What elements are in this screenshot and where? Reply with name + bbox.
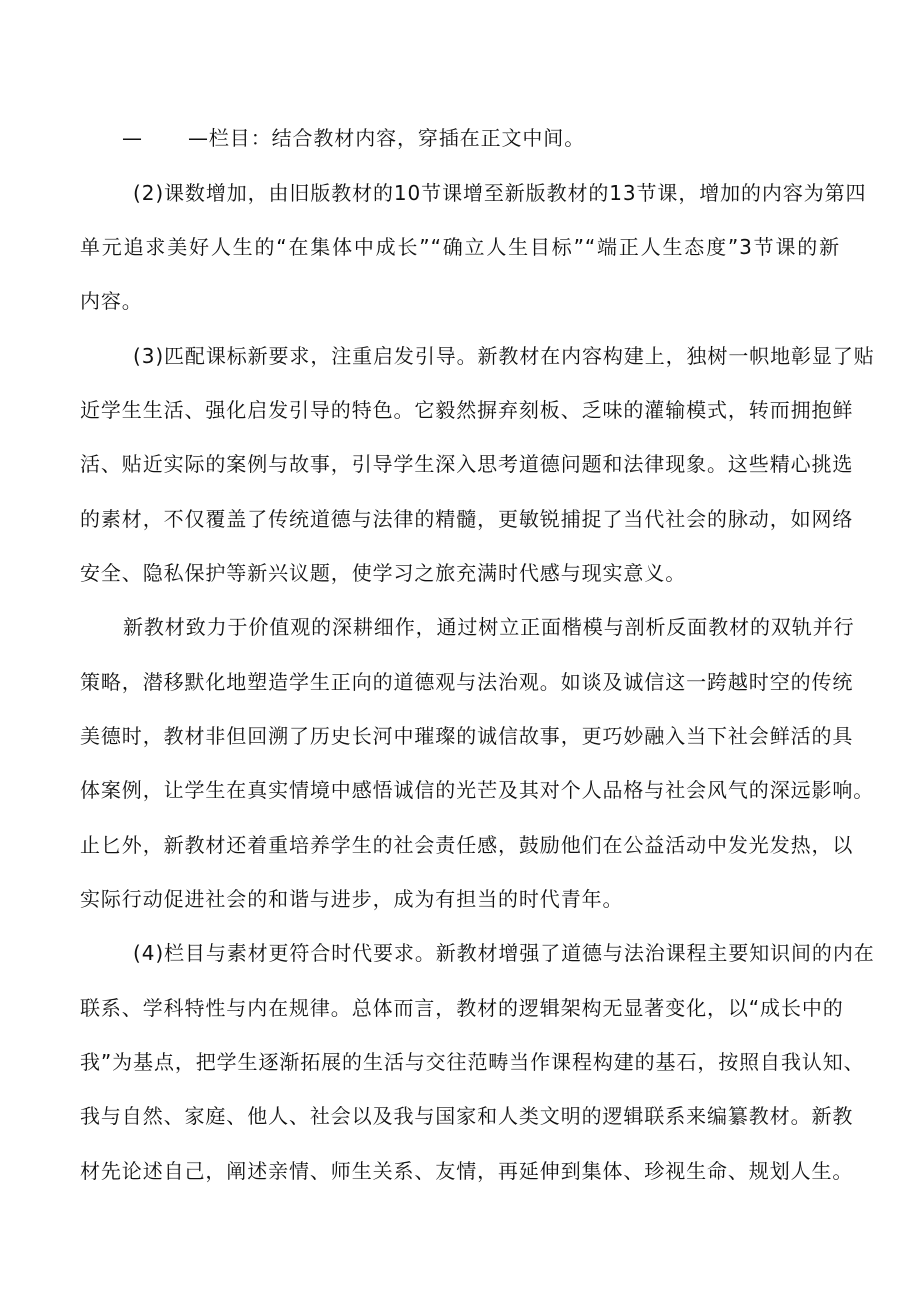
paragraph-3-line-4: 的素材，不仅覆盖了传统道德与法律的精髓，更敏锐捕捉了当代社会的脉动，如网络 (80, 507, 854, 531)
paragraph-4-line-5: 止匕外，新教材还着重培养学生的社会责任感，鼓励他们在公益活动中发光发热，以 (80, 833, 854, 857)
paragraph-5-line-2: 联系、学科特性与内在规律。总体而言，教材的逻辑架构无显著变化，以“成长中的 (80, 996, 844, 1020)
column-text: —栏目：结合教材内容，穿插在正文中间。 (188, 126, 586, 150)
paragraph-5-line-5: 材先论述自己，阐述亲情、师生关系、友情，再延伸到集体、珍视生命、规划人生。 (80, 1159, 854, 1183)
paragraph-2-line-1: (2)课数增加，由旧版教材的10节课增至新版教材的13节课，增加的内容为第四 (133, 181, 867, 205)
column-line (122, 125, 840, 151)
paragraph-3-line-2: 近学生生活、强化启发引导的特色。它毅然摒弃刻板、乏味的灌输模式，转而拥抱鲜 (80, 398, 854, 422)
paragraph-4-line-6: 实际行动促进社会的和谐与进步，成为有担当的时代青年。 (80, 887, 624, 911)
paragraph-4-line-2: 策略，潜移默化地塑造学生正向的道德观与法治观。如谈及诚信这一跨越时空的传统 (80, 670, 854, 694)
paragraph-2-line-2: 单元追求美好人生的“在集体中成长”“确立人生目标”“端正人生态度”3节课的新 (80, 235, 840, 259)
paragraph-3-line-5: 安全、隐私保护等新兴议题，使学习之旅充满时代感与现实意义。 (80, 561, 687, 585)
paragraph-5-line-4: 我与自然、家庭、他人、社会以及我与国家和人类文明的逻辑联系来编纂教材。新教 (80, 1104, 854, 1128)
paragraph-3-line-3: 活、贴近实际的案例与故事，引导学生深入思考道德问题和法律现象。这些精心挑选 (80, 452, 854, 476)
paragraph-4-line-4: 体案例，让学生在真实情境中感悟诚信的光芒及其对个人品格与社会风气的深远影响。 (80, 778, 875, 802)
paragraph-2-line-3: 内容。 (80, 289, 143, 313)
dash-mark: — (122, 126, 143, 150)
paragraph-5-line-1: (4)栏目与素材更符合时代要求。新教材增强了道德与法治课程主要知识间的内在 (133, 941, 875, 965)
paragraph-5-line-3: 我”为基点，把学生逐渐拓展的生活与交往范畴当作课程构建的基石，按照自我认知、 (80, 1050, 865, 1074)
paragraph-4-line-1: 新教材致力于价值观的深耕细作，通过树立正面楷模与剖析反面教材的双轨并行 (123, 615, 855, 639)
paragraph-4-line-3: 美德时，教材非但回溯了历史长河中璀璨的诚信故事，更巧妙融入当下社会鲜活的具 (80, 724, 854, 748)
paragraph-3-line-1: (3)匹配课标新要求，注重启发引导。新教材在内容构建上，独树一帜地彰显了贴 (133, 344, 875, 368)
